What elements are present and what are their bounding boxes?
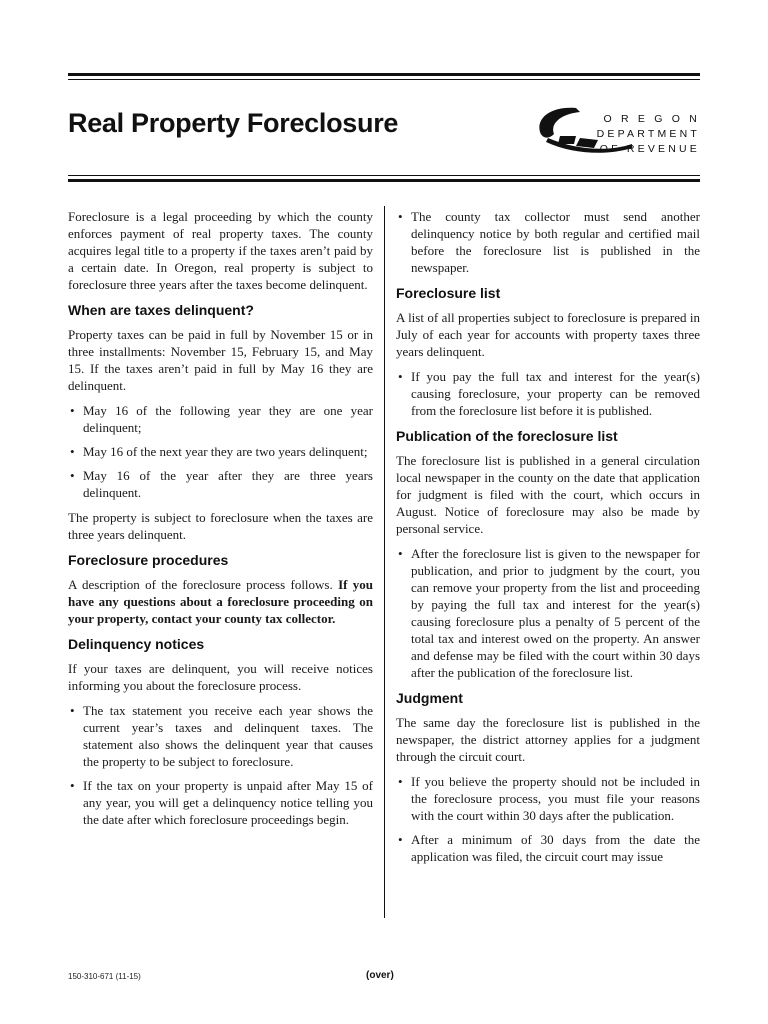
list-item: • The county tax collector must send another delinquency notice by both regular and certified mail before the foreclosure list is published in the newspaper. bbox=[396, 208, 700, 276]
list-item: • If you pay the full tax and interest for the year(s) causing foreclosure, your property can be removed from the foreclosure list before it is published. bbox=[396, 368, 700, 419]
heading-judgment: Judgment bbox=[396, 690, 463, 706]
list-paragraph: A list of all properties subject to foreclosure is prepared in July of each year for accounts with property taxes three years delinquent. bbox=[396, 310, 700, 359]
judgment-bullets bbox=[396, 773, 700, 865]
header-rule-bottom-thin bbox=[68, 175, 700, 176]
logo-text-department: DEPARTMENT bbox=[596, 128, 700, 140]
heading-publication: Publication of the foreclosure list bbox=[396, 428, 618, 444]
list-item: • If you believe the property should not be included in the foreclosure process, you must file your reasons with the court within 30 days after the publication. bbox=[396, 773, 700, 824]
intro-paragraph: Foreclosure is a legal proceeding by which the county enforces payment of real property taxes. The county acquires legal title to a property if the taxes aren’t paid by a certain date. In Oregon, real property is subject to foreclosure three years after the taxes become delinquent. bbox=[68, 209, 373, 292]
right-column bbox=[396, 208, 700, 873]
header-rule-bottom bbox=[68, 179, 700, 182]
list-item: • After a minimum of 30 days from the date the application was filed, the circuit court may issue bbox=[396, 831, 700, 865]
over-indicator: (over) bbox=[366, 970, 394, 981]
list-item: • May 16 of the year after they are three years delinquent. bbox=[68, 467, 373, 501]
logo-text-oregon: O R E G O N bbox=[603, 113, 700, 125]
heading-delinquency-notices: Delinquency notices bbox=[68, 636, 205, 652]
header-rule-top-thin bbox=[68, 79, 700, 80]
list-item: • May 16 of the following year they are one year delinquent; bbox=[68, 402, 373, 436]
left-column bbox=[68, 208, 373, 836]
delinquent-paragraph-2: The property is subject to foreclosure when the taxes are three years delinquent. bbox=[68, 510, 373, 542]
notices-paragraph: If your taxes are delinquent, you will receive notices informing you about the foreclosure process. bbox=[68, 661, 373, 693]
heading-foreclosure-list: Foreclosure list bbox=[396, 285, 501, 301]
list-bullets bbox=[396, 368, 700, 419]
delinquent-paragraph: Property taxes can be paid in full by November 15 or in three installments: November 15, February 15, and May 15. If the taxes aren’t paid in full by May 16 they are delinquent. bbox=[68, 327, 373, 393]
list-item: • May 16 of the next year they are two years delinquent; bbox=[68, 443, 373, 460]
procedures-text: A description of the foreclosure process follows. bbox=[68, 577, 333, 592]
heading-when-delinquent: When are taxes delinquent? bbox=[68, 302, 254, 318]
form-code: 150-310-671 (11-15) bbox=[68, 972, 141, 981]
header-rule-top bbox=[68, 73, 700, 76]
page-title: Real Property Foreclosure bbox=[68, 108, 399, 138]
delinquent-list bbox=[68, 402, 373, 501]
column-divider bbox=[384, 206, 385, 918]
notices-list-continued bbox=[396, 208, 700, 276]
procedures-contact-note: If you have any questions about a foreclosure proceeding on your property, contact your county tax collector. bbox=[68, 577, 374, 626]
logo-text-of-revenue: OF REVENUE bbox=[599, 143, 700, 155]
notices-list bbox=[68, 702, 373, 828]
publication-bullets bbox=[396, 545, 700, 681]
list-item: • If the tax on your property is unpaid after May 15 of any year, you will get a delinquency notice telling you the date after which foreclosure proceedings begin. bbox=[68, 777, 373, 828]
list-item: • After the foreclosure list is given to the newspaper for publication, and prior to judgment by the court, you can remove your property from the list and proceeding by paying the full tax and interest for the year(s) causing foreclosure plus a penalty of 5 percent of the total tax and interest owed on the property. An answer and defense may be filed with the court within 30 days after the publication of the foreclosure list. bbox=[396, 545, 700, 681]
list-item: • The tax statement you receive each year shows the current year’s taxes and delinquent taxes. The statement also shows the delinquent year that causes the property to be subject to foreclosure. bbox=[68, 702, 373, 770]
judgment-paragraph: The same day the foreclosure list is published in the newspaper, the district attorney applies for a judgment through the circuit court. bbox=[396, 715, 700, 764]
procedures-paragraph bbox=[68, 576, 373, 627]
publication-paragraph: The foreclosure list is published in a general circulation local newspaper in the county on the date that application for judgment is filed with the court, which occurs in August. Notice of foreclosure may also be made by personal service. bbox=[396, 453, 700, 536]
heading-foreclosure-procedures: Foreclosure procedures bbox=[68, 552, 229, 568]
